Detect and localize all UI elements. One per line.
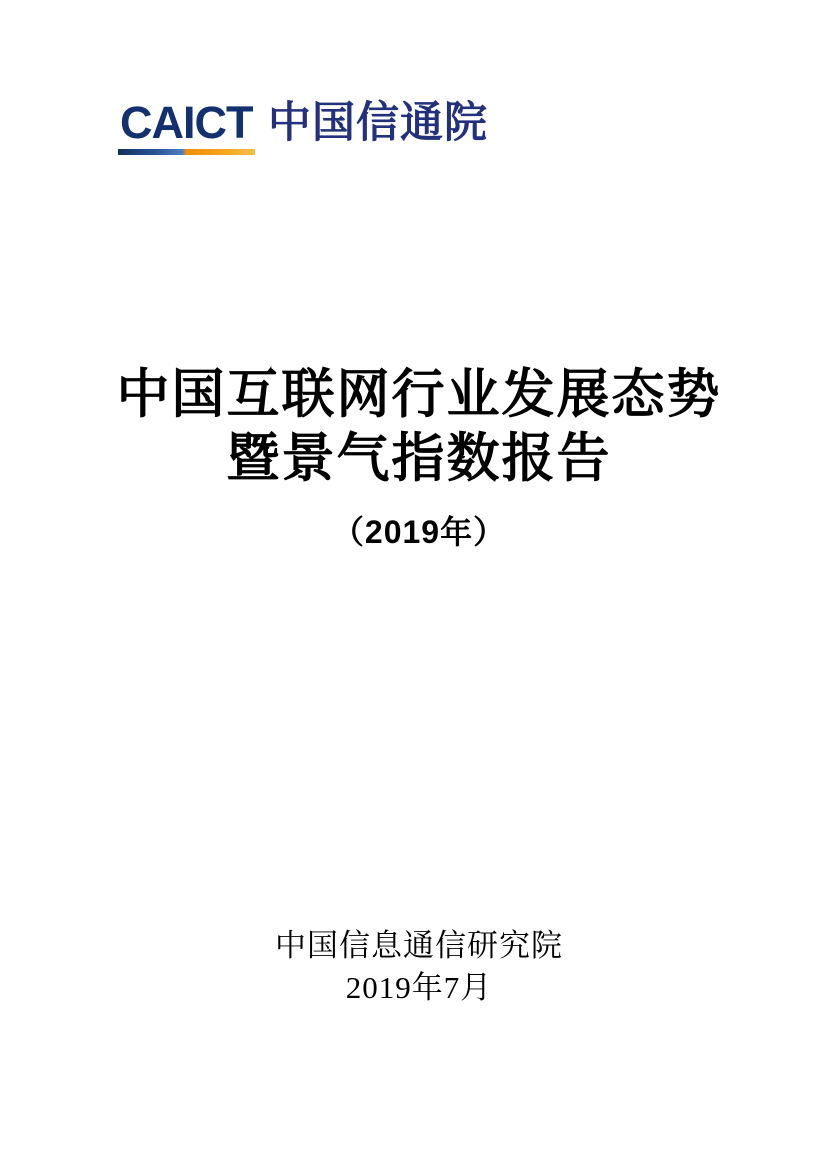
publication-date: 2019年7月 <box>345 970 493 1005</box>
report-year-subtitle: （2019年） <box>331 514 507 550</box>
caict-logo-acronym-text: CAICT <box>120 97 253 148</box>
caict-logo <box>120 97 488 155</box>
caict-logo-underline-bar <box>118 149 255 155</box>
report-title-line-2: 暨景气指数报告 <box>226 429 612 488</box>
report-title-line-1: 中国互联网行业发展态势 <box>116 365 722 424</box>
caict-logo-chinese-name: 中国信通院 <box>268 99 488 147</box>
caict-logo-acronym-block <box>120 97 255 155</box>
publisher-organization-name: 中国信息通信研究院 <box>275 928 563 963</box>
